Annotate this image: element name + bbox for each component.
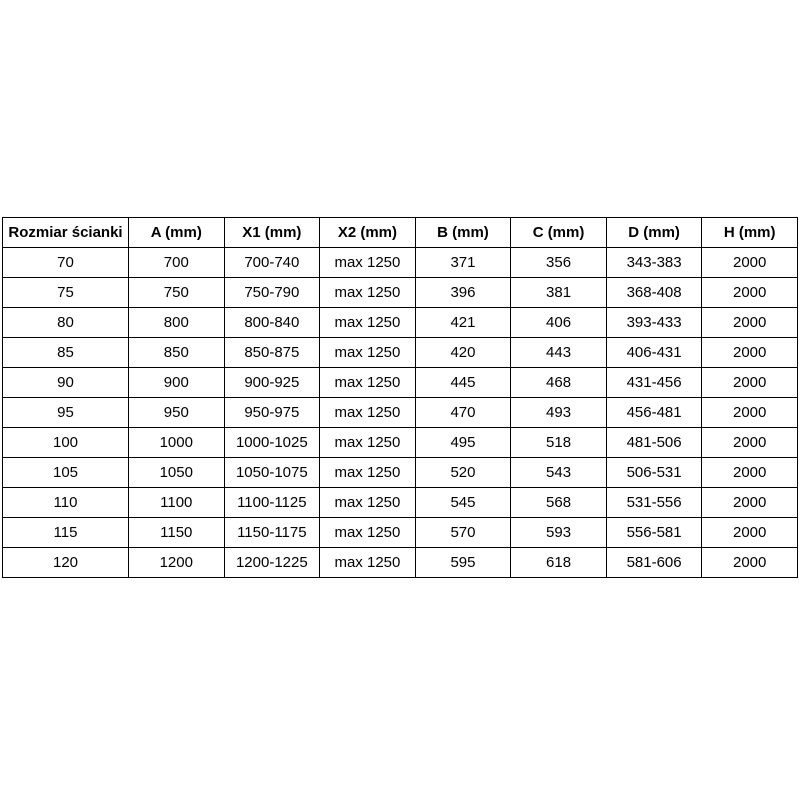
- table-cell: 343-383: [606, 248, 702, 278]
- table-cell: max 1250: [320, 338, 416, 368]
- table-row: [3, 428, 798, 458]
- table-cell: 470: [415, 398, 511, 428]
- table-cell: 900-925: [224, 368, 320, 398]
- table-row: [3, 488, 798, 518]
- table-cell: 110: [3, 488, 129, 518]
- table-cell: 543: [511, 458, 607, 488]
- table-cell: 371: [415, 248, 511, 278]
- table-cell: 950-975: [224, 398, 320, 428]
- table-cell: 468: [511, 368, 607, 398]
- column-header: A (mm): [129, 218, 225, 248]
- table-cell: 750-790: [224, 278, 320, 308]
- table-cell: 443: [511, 338, 607, 368]
- table-cell: 2000: [702, 278, 798, 308]
- table-cell: 750: [129, 278, 225, 308]
- table-cell: 1150: [129, 518, 225, 548]
- table-cell: 1000: [129, 428, 225, 458]
- table-cell: 70: [3, 248, 129, 278]
- table-cell: 568: [511, 488, 607, 518]
- column-header: X2 (mm): [320, 218, 416, 248]
- table-cell: 120: [3, 548, 129, 578]
- column-header: H (mm): [702, 218, 798, 248]
- table-cell: 700-740: [224, 248, 320, 278]
- table-row: [3, 548, 798, 578]
- table-cell: 1200: [129, 548, 225, 578]
- table-cell: 2000: [702, 548, 798, 578]
- table-cell: 2000: [702, 308, 798, 338]
- column-header: Rozmiar ścianki: [3, 218, 129, 248]
- table-cell: 368-408: [606, 278, 702, 308]
- table-cell: 1200-1225: [224, 548, 320, 578]
- table-cell: 700: [129, 248, 225, 278]
- table-cell: 2000: [702, 428, 798, 458]
- table-cell: 90: [3, 368, 129, 398]
- table-cell: 493: [511, 398, 607, 428]
- table-cell: 85: [3, 338, 129, 368]
- table-cell: 1050-1075: [224, 458, 320, 488]
- table-cell: 80: [3, 308, 129, 338]
- table-cell: max 1250: [320, 368, 416, 398]
- column-header: D (mm): [606, 218, 702, 248]
- table-cell: 406: [511, 308, 607, 338]
- table-cell: 520: [415, 458, 511, 488]
- table-cell: 556-581: [606, 518, 702, 548]
- table-cell: 1050: [129, 458, 225, 488]
- table-cell: 495: [415, 428, 511, 458]
- table-cell: 850-875: [224, 338, 320, 368]
- table-row: [3, 368, 798, 398]
- column-header: C (mm): [511, 218, 607, 248]
- table-cell: 1150-1175: [224, 518, 320, 548]
- table-cell: max 1250: [320, 278, 416, 308]
- table-cell: 456-481: [606, 398, 702, 428]
- table-cell: 2000: [702, 248, 798, 278]
- table-cell: 95: [3, 398, 129, 428]
- table-cell: 2000: [702, 398, 798, 428]
- table-cell: 75: [3, 278, 129, 308]
- table-cell: 115: [3, 518, 129, 548]
- table-cell: 105: [3, 458, 129, 488]
- table-cell: 950: [129, 398, 225, 428]
- table-cell: 581-606: [606, 548, 702, 578]
- table-cell: max 1250: [320, 248, 416, 278]
- table-cell: max 1250: [320, 458, 416, 488]
- table-cell: 506-531: [606, 458, 702, 488]
- table-cell: 2000: [702, 368, 798, 398]
- table-cell: max 1250: [320, 518, 416, 548]
- table-row: [3, 308, 798, 338]
- table-cell: 2000: [702, 458, 798, 488]
- table-cell: 850: [129, 338, 225, 368]
- table-cell: max 1250: [320, 548, 416, 578]
- table-cell: max 1250: [320, 398, 416, 428]
- table-row: [3, 338, 798, 368]
- table-cell: 100: [3, 428, 129, 458]
- table-cell: 593: [511, 518, 607, 548]
- table-cell: 406-431: [606, 338, 702, 368]
- table-row: [3, 518, 798, 548]
- table-cell: max 1250: [320, 488, 416, 518]
- table-cell: 421: [415, 308, 511, 338]
- table-row: [3, 278, 798, 308]
- table-cell: 1100-1125: [224, 488, 320, 518]
- table-row: [3, 248, 798, 278]
- table-row: [3, 398, 798, 428]
- table-cell: 570: [415, 518, 511, 548]
- table-cell: 445: [415, 368, 511, 398]
- table-cell: 595: [415, 548, 511, 578]
- header-row: [3, 218, 798, 248]
- table-cell: 2000: [702, 518, 798, 548]
- table-cell: 545: [415, 488, 511, 518]
- table-cell: 800: [129, 308, 225, 338]
- table-cell: 2000: [702, 338, 798, 368]
- table-cell: 2000: [702, 488, 798, 518]
- table-cell: 1100: [129, 488, 225, 518]
- table-cell: 1000-1025: [224, 428, 320, 458]
- table-cell: 381: [511, 278, 607, 308]
- table-cell: 481-506: [606, 428, 702, 458]
- table-cell: max 1250: [320, 428, 416, 458]
- table-cell: 420: [415, 338, 511, 368]
- table-cell: max 1250: [320, 308, 416, 338]
- column-header: B (mm): [415, 218, 511, 248]
- table-cell: 800-840: [224, 308, 320, 338]
- table-cell: 900: [129, 368, 225, 398]
- table-cell: 393-433: [606, 308, 702, 338]
- table-row: [3, 458, 798, 488]
- table-cell: 618: [511, 548, 607, 578]
- table-cell: 531-556: [606, 488, 702, 518]
- table-cell: 431-456: [606, 368, 702, 398]
- column-header: X1 (mm): [224, 218, 320, 248]
- size-spec-table: [2, 217, 798, 578]
- table-cell: 396: [415, 278, 511, 308]
- table-cell: 356: [511, 248, 607, 278]
- table-cell: 518: [511, 428, 607, 458]
